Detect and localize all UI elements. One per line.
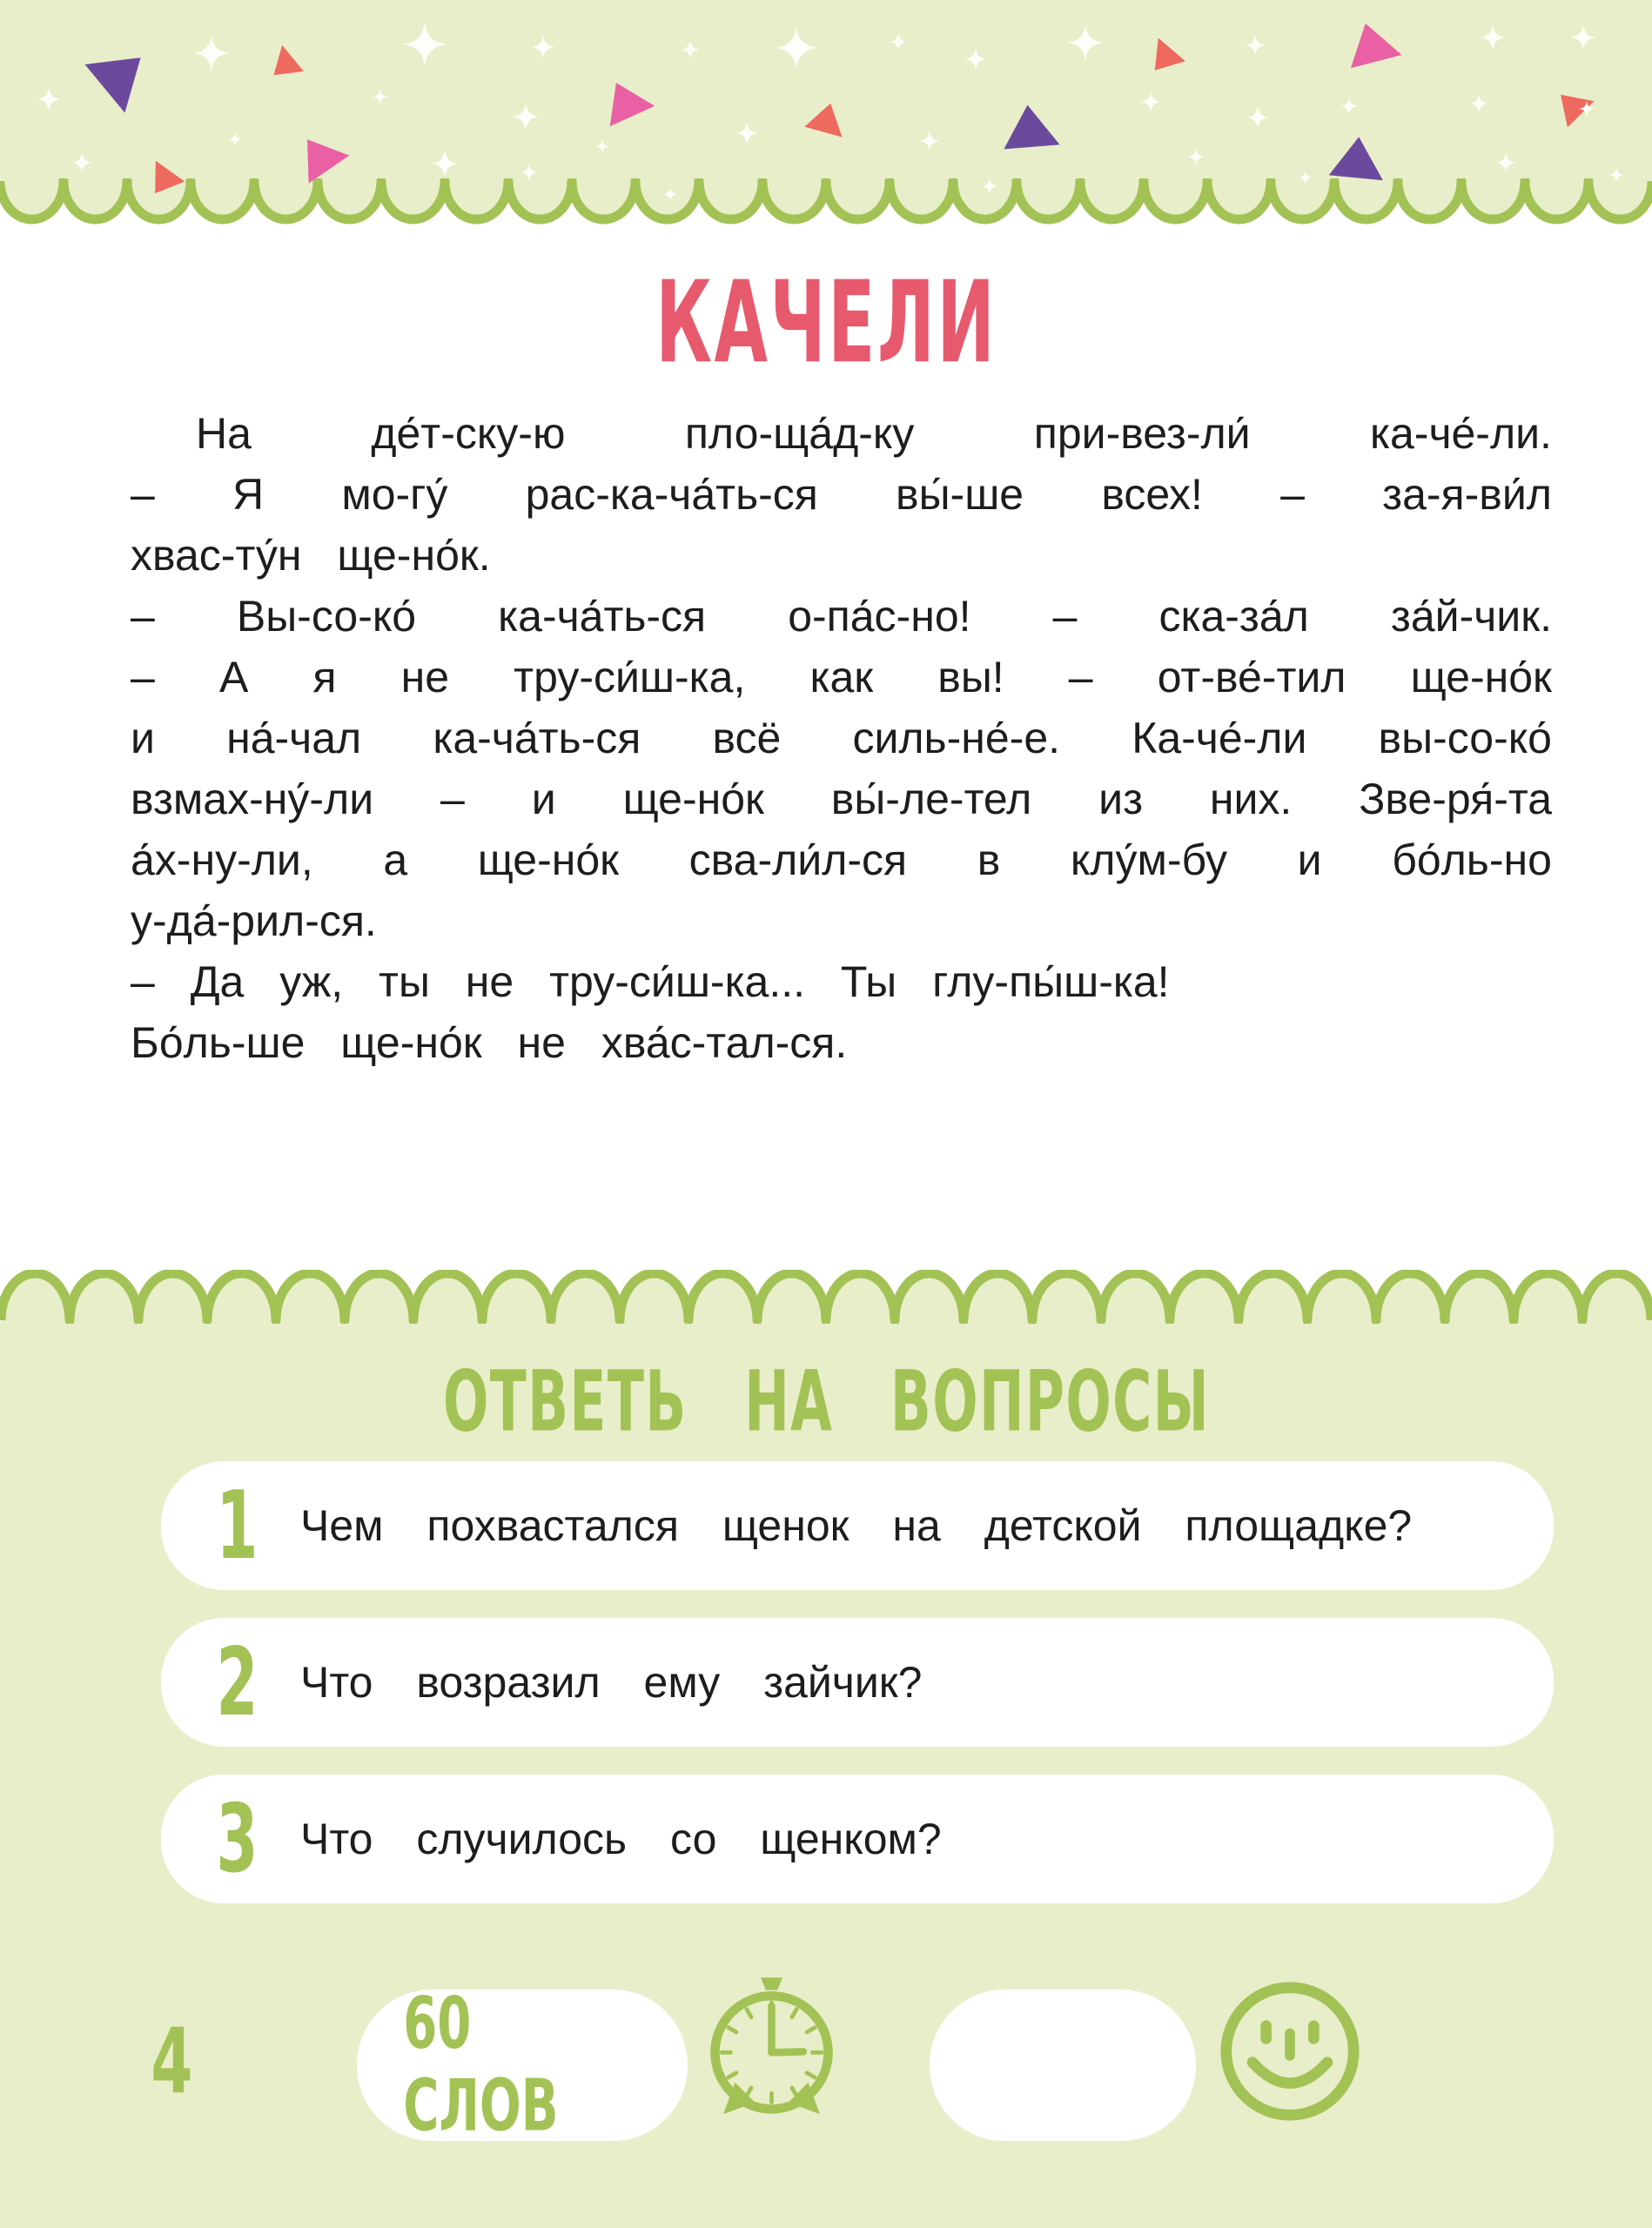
story-line: – Я мо-гу́ рас-ка-ча́ть-ся вы́-ше всех! – за-я-ви́л — [131, 470, 1552, 519]
question-number: 2 — [215, 1627, 259, 1737]
sparkle-icon — [964, 48, 987, 70]
page-title — [0, 257, 1652, 389]
story-line: у-да́-рил-ся. — [131, 896, 377, 945]
sparkle-icon — [1245, 35, 1266, 56]
questions-heading-text: ОТВЕТЬ НА ВОПРОСЫ — [442, 1352, 1210, 1451]
question-card-2 — [161, 1618, 1554, 1747]
story-line: На де́т-ску-ю пло-ща́д-ку при-вез-ли́ ка-че́-ли. — [196, 409, 1552, 458]
story-line: Бо́ль-ше ще-но́к не хва́с-тал-ся. — [131, 1018, 848, 1067]
story-line: – А я не тру-си́ш-ка, как вы! – от-ве́-тил ще-но́к — [131, 653, 1552, 701]
sparkle-icon — [982, 178, 997, 194]
triangle-icon — [147, 158, 190, 201]
sparkle-icon — [681, 40, 700, 59]
answer-box — [930, 1990, 1196, 2141]
alarm-clock-icon — [705, 1977, 838, 2121]
word-count-pill — [357, 1983, 688, 2148]
sparkle-icon — [1469, 94, 1488, 113]
sparkle-icon — [512, 103, 540, 131]
sparkle-icon — [1480, 24, 1506, 50]
sparkle-icon — [402, 22, 447, 67]
triangle-icon — [70, 33, 155, 118]
questions-body — [0, 1324, 1652, 2228]
story-line: – Вы-со-ко́ ка-ча́ть-ся о-па́с-но! – ска-за́л за́й-чик. — [131, 592, 1552, 641]
question-text: Чем похвастался щенок на детской площадке? — [300, 1501, 1413, 1550]
triangle-icon — [799, 99, 845, 145]
page-number: 4 — [150, 2009, 193, 2115]
sparkle-icon — [1067, 24, 1104, 61]
story-line: и на́-чал ка-ча́ть-ся всё силь-не́-е. Ка-че́-ли вы-со-ко́ — [131, 714, 1552, 762]
decorative-top-band — [0, 0, 1652, 178]
story-text — [131, 403, 1552, 1073]
sparkle-icon — [1608, 167, 1624, 183]
sparkle-icon — [735, 122, 758, 144]
sparkle-icon — [520, 164, 538, 181]
question-card-3 — [161, 1775, 1554, 1903]
story-title-text: КАЧЕЛИ — [655, 256, 997, 389]
triangle-icon — [1146, 35, 1191, 79]
question-list — [161, 1461, 1554, 1903]
sparkle-icon — [531, 35, 555, 59]
story-line: хвас-ту́н ще-но́к. — [131, 531, 491, 580]
sparkle-icon — [193, 35, 230, 71]
questions-section — [0, 1270, 1652, 2228]
sparkle-icon — [1495, 152, 1516, 173]
question-number: 3 — [215, 1784, 259, 1894]
sparkle-icon — [37, 87, 61, 111]
story-line: – Да уж, ты не тру-си́ш-ка... Ты глу-пы́ш-ка! — [131, 957, 1170, 1006]
triangle-icon — [265, 42, 312, 88]
scallop-border-icon — [0, 178, 1652, 232]
arch-border-icon — [0, 1270, 1652, 1324]
question-text: Что случилось со щенком? — [300, 1815, 942, 1863]
sparkle-icon — [1299, 171, 1313, 185]
questions-heading — [0, 1324, 1652, 1451]
sparkle-icon — [919, 131, 940, 151]
sparkle-icon — [431, 150, 459, 178]
sparkle-icon — [1570, 24, 1596, 50]
confetti-layer — [0, 0, 1652, 178]
sparkle-icon — [1340, 97, 1358, 115]
story-line: а́х-ну-ли, а ще-но́к сва-ли́л-ся в клу́м-бу и бо́ль-но — [131, 836, 1552, 884]
sparkle-icon — [1187, 148, 1205, 165]
story-line: взмах-ну́-ли – и ще-но́к вы́-ле-тел из них. Зве-ря́-та — [131, 775, 1552, 823]
sparkle-icon — [71, 152, 92, 173]
sparkle-icon — [775, 26, 818, 70]
sparkle-icon — [1579, 101, 1595, 117]
sparkle-icon — [373, 89, 388, 104]
triangle-icon — [987, 96, 1065, 174]
sparkle-icon — [890, 33, 907, 50]
triangle-icon — [1331, 13, 1407, 89]
word-count-label: 60 СЛОВ — [403, 1983, 559, 2148]
sparkle-icon — [595, 139, 609, 153]
sparkle-icon — [1246, 106, 1269, 129]
sparkle-icon — [1140, 91, 1161, 112]
sparkle-icon — [663, 187, 677, 201]
smiley-face-icon — [1218, 1979, 1362, 2124]
question-card-1 — [161, 1461, 1554, 1590]
question-number: 1 — [215, 1471, 259, 1580]
triangle-icon — [588, 72, 660, 144]
sparkle-icon — [228, 132, 242, 146]
question-text: Что возразил ему зайчик? — [300, 1658, 923, 1707]
page-footer — [0, 1977, 1652, 2160]
